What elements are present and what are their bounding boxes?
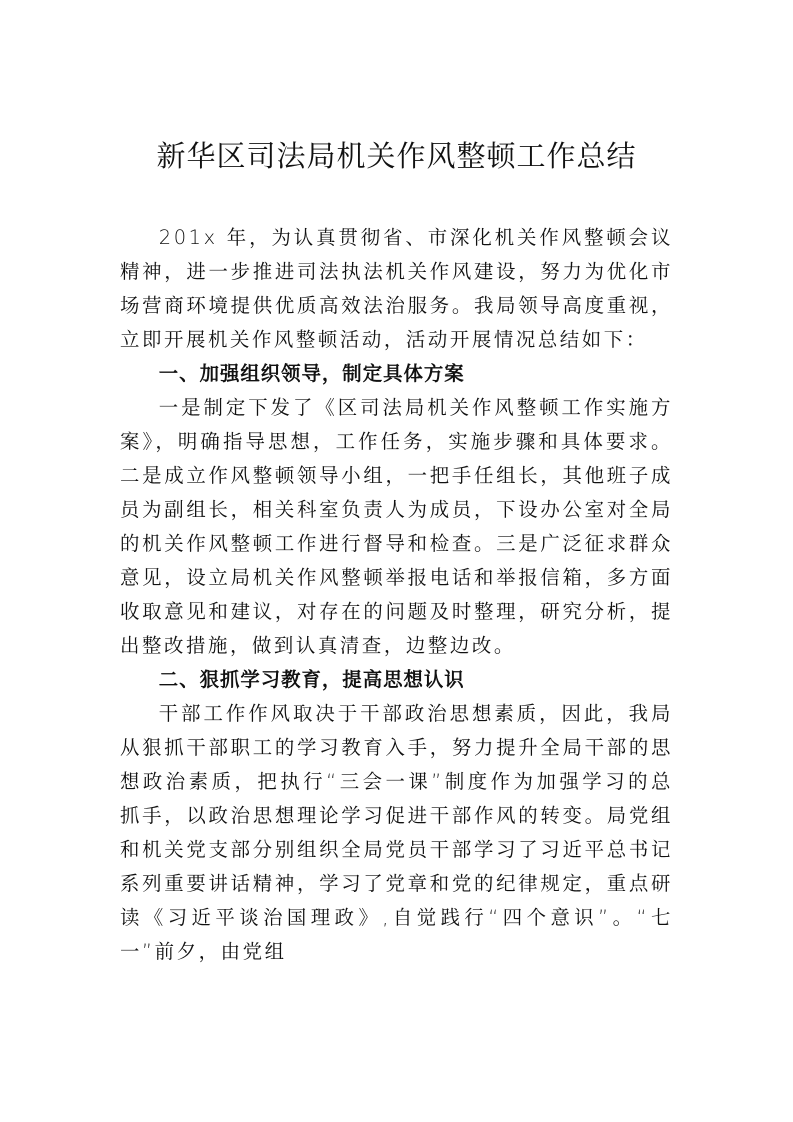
document-title: 新华区司法局机关作风整顿工作总结 bbox=[156, 139, 637, 173]
section-paragraph-1: 一是制定下发了《区司法局机关作风整顿工作实施方案》，明确指导思想，工作任务，实施步骤和具体要求。二是成立作风整顿领导小组，一把手任组长，其他班子成员为副组长，相关科室负责人为成员，下设办公室对全局的机关作风整顿工作进行督导和检查。三是广泛征求群众意见，设立局机关作风整顿举报电话和举报信箱，多方面收取意见和建议，对存在的问题及时整理，研究分析，提出整改措施，做到认真清查，边整边改。 bbox=[120, 396, 673, 657]
section-heading-2: 二、狠抓学习教育，提高思想认识 bbox=[158, 668, 465, 691]
section-heading-1: 一、加强组织领导，制定具体方案 bbox=[158, 362, 465, 385]
intro-paragraph: 201x 年，为认真贯彻省、市深化机关作风整顿会议精神，进一步推进司法执法机关作风建设，努力为优化市场营商环境提供优质高效法治服务。我局领导高度重视，立即开展机关作风整顿活动，活动开展情况总结如下： bbox=[120, 226, 673, 351]
section-paragraph-2: 干部工作作风取决于干部政治思想素质，因此，我局从狠抓干部职工的学习教育入手，努力提升全局干部的思想政治素质，把执行“三会一课”制度作为加强学习的总抓手，以政治思想理论学习促进干部作风的转变。局党组和机关党支部分别组织全局党员干部学习了习近平总书记系列重要讲话精神，学习了党章和党的纪律规定，重点研读《习近平谈治国理政》,自觉践行“四个意识”。“七一”前夕，由党组 bbox=[120, 702, 673, 963]
document-body bbox=[120, 221, 673, 969]
